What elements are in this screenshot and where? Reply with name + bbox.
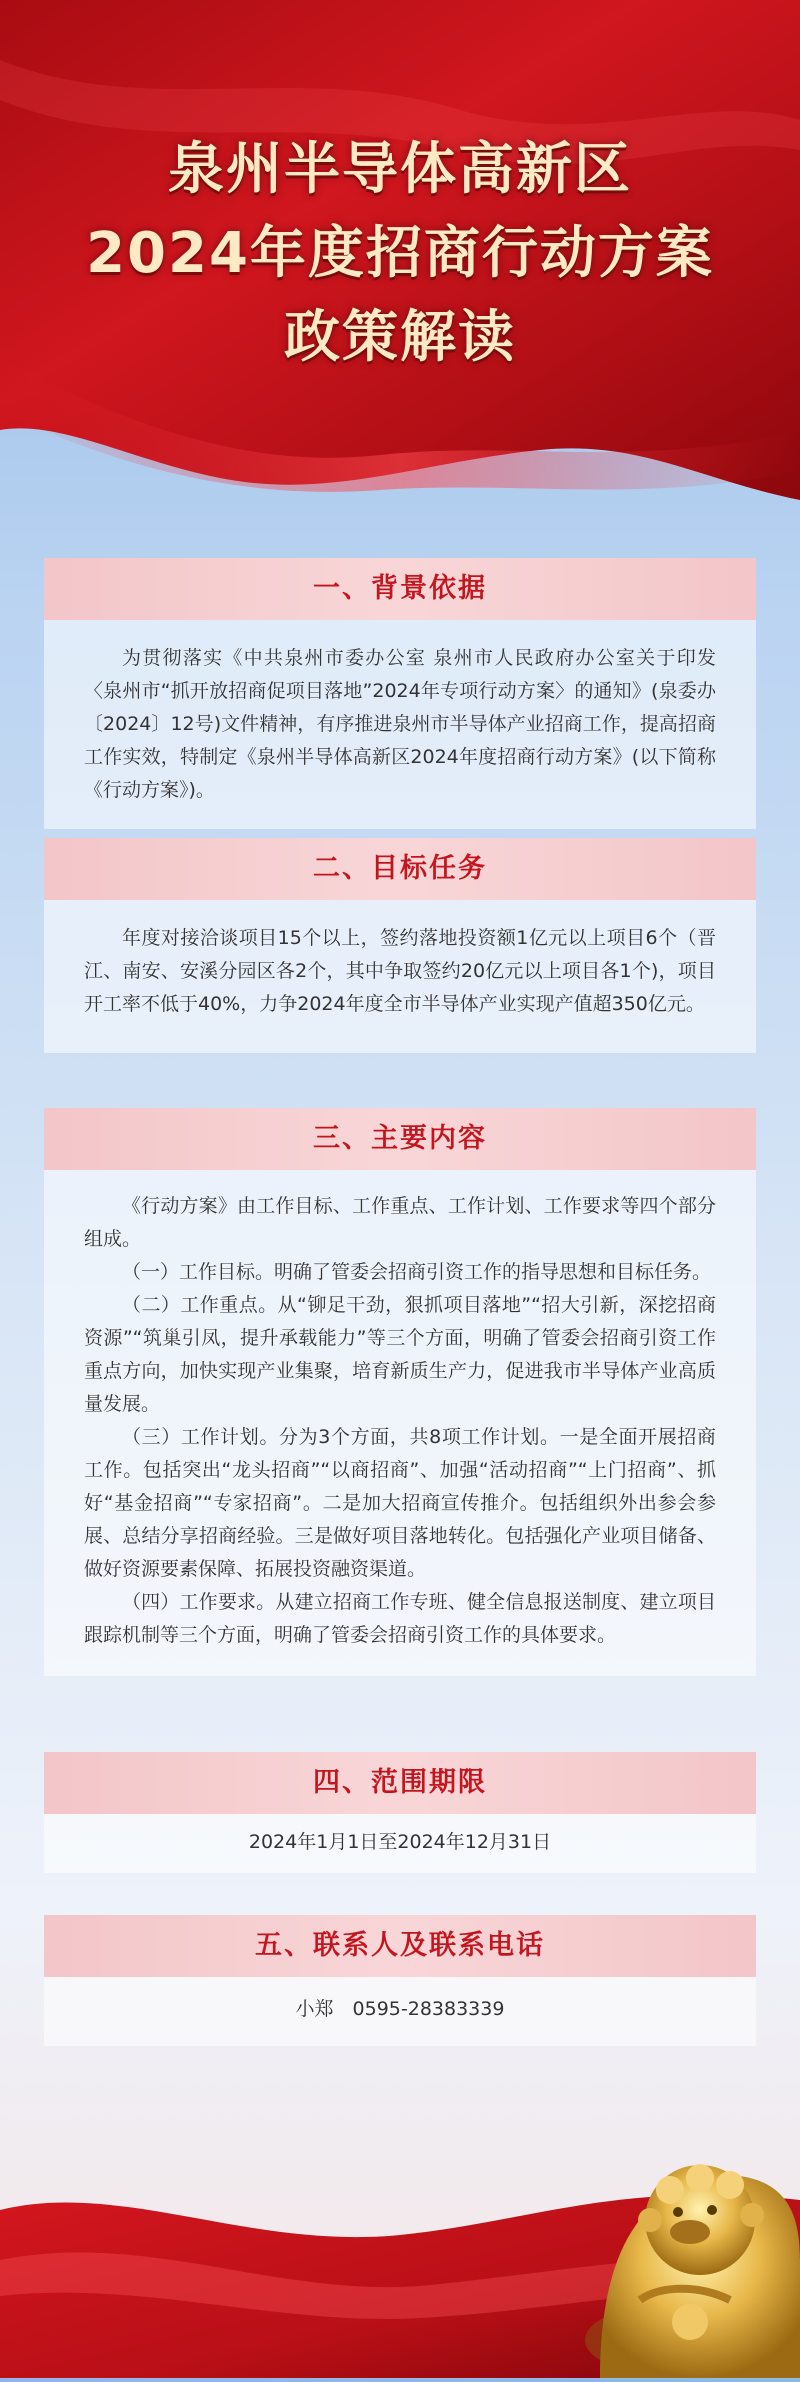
date-range: 2024年1月1日至2024年12月31日	[248, 1831, 552, 1853]
section-paragraph: （二）工作重点。从“铆足干劲，狠抓项目落地”“招大引新，深挖招商资源”“筑巢引凤，提升承载能力”等三个方面，明确了管委会招商引资工作重点方向，加快实现产业集聚，培育新质生产力，促进我市半导体产业高质量发展。	[84, 1294, 716, 1415]
section-paragraph: 为贯彻落实《中共泉州市委办公室 泉州市人民政府办公室关于印发〈泉州市“抓开放招商促项目落地”2024年专项行动方案〉的通知》(泉委办〔2024〕12号)文件精神，有序推进泉州市半导体产业招商工作，提高招商工作实效，特制定《泉州半导体高新区2024年度招商行动方案》(以下简称《行动方案》)。	[84, 647, 716, 801]
section-paragraph: 年度对接洽谈项目15个以上，签约落地投资额1亿元以上项目6个（晋江、南安、安溪分园区各2个，其中争取签约20亿元以上项目各1个)，项目开工率不低于40%，力争2024年度全市半导体产业实现产值超350亿元。	[84, 927, 716, 1015]
section-heading: 二、目标任务	[44, 838, 756, 900]
section-heading: 一、背景依据	[44, 558, 756, 620]
title-line-2: 2024年度招商行动方案	[86, 221, 714, 286]
section-heading: 五、联系人及联系电话	[44, 1915, 756, 1977]
title-line-1: 泉州半导体高新区	[168, 137, 632, 202]
section-paragraph: （三）工作计划。分为3个方面，共8项工作计划。一是全面开展招商工作。包括突出“龙头招商”“以商招商”、加强“活动招商”“上门招商”、抓好“基金招商”“专家招商”。二是加大招商宣传推介。包括组织外出参会参展、总结分享招商经验。三是做好项目落地转化。包括强化产业项目储备、做好资源要素保障、拓展投资融资渠道。	[84, 1426, 716, 1580]
title-line-3: 政策解读	[284, 305, 516, 370]
section-background	[44, 558, 756, 829]
section-paragraph: （一）工作目标。明确了管委会招商引资工作的指导思想和目标任务。	[122, 1261, 712, 1283]
section-heading: 四、范围期限	[44, 1752, 756, 1814]
section-heading: 三、主要内容	[44, 1108, 756, 1170]
section-paragraph: 《行动方案》由工作目标、工作重点、工作计划、工作要求等四个部分组成。	[84, 1195, 716, 1250]
section-contact	[44, 1915, 756, 2046]
page-title	[0, 128, 800, 380]
section-period	[44, 1752, 756, 1873]
section-main-content	[44, 1108, 756, 1676]
stone-lion-image	[585, 2164, 800, 2378]
bottom-decoration	[0, 2060, 800, 2378]
contact-info: 小郑 0595-28383339	[295, 1998, 505, 2020]
section-paragraph: （四）工作要求。从建立招商工作专班、健全信息报送制度、建立项目跟踪机制等三个方面，明确了管委会招商引资工作的具体要求。	[84, 1591, 716, 1646]
section-goals	[44, 838, 756, 1053]
